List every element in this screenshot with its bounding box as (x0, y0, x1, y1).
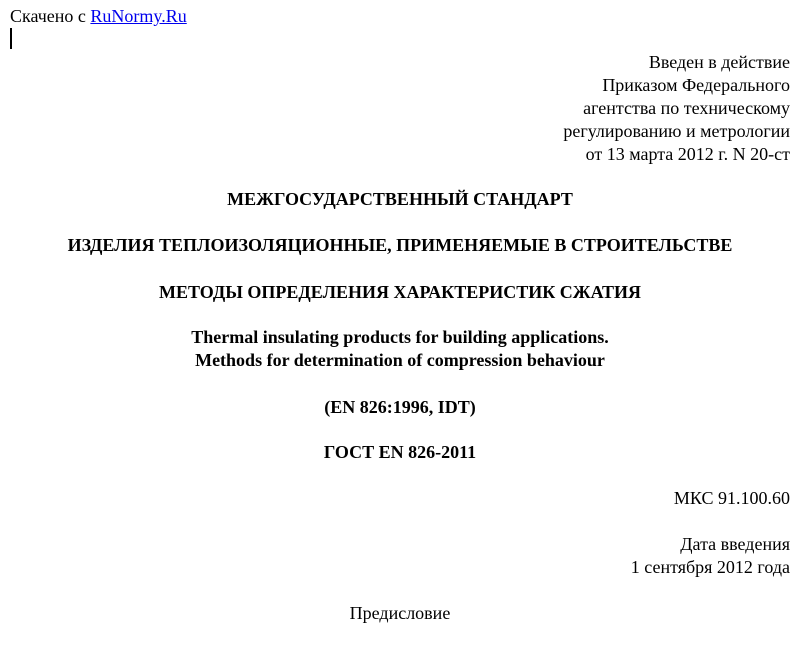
runormy-link[interactable]: RuNormy.Ru (90, 6, 187, 26)
effective-date-label: Дата введения (680, 534, 790, 554)
download-source-prefix: Скачено с (10, 6, 91, 26)
intro-line-3: агентства по техническому (583, 98, 790, 118)
products-heading: ИЗДЕЛИЯ ТЕПЛОИЗОЛЯЦИОННЫЕ, ПРИМЕНЯЕМЫЕ В СТРОИТЕЛЬСТВЕ (67, 235, 733, 255)
foreword-heading: Предисловие (349, 603, 451, 623)
download-source-line (10, 5, 187, 28)
methods-heading: МЕТОДЫ ОПРЕДЕЛЕНИЯ ХАРАКТЕРИСТИК СЖАТИЯ (158, 282, 642, 302)
intro-line-4: регулированию и метрологии (563, 121, 790, 141)
mks-code: МКС 91.100.60 (673, 488, 790, 508)
intro-line-2: Приказом Федерального (602, 75, 790, 95)
gost-designation: ГОСТ EN 826-2011 (323, 442, 477, 462)
english-title-line-1: Thermal insulating products for building applications. (191, 327, 609, 347)
equivalence-designation: (EN 826:1996, IDT) (324, 397, 476, 417)
standard-type-heading: МЕЖГОСУДАРСТВЕННЫЙ СТАНДАРТ (227, 189, 573, 209)
intro-line-5: от 13 марта 2012 г. N 20-ст (585, 144, 790, 164)
intro-line-1: Введен в действие (648, 52, 790, 72)
english-title-line-2: Methods for determination of compression behaviour (195, 350, 605, 370)
text-cursor (10, 28, 12, 49)
effective-date-value: 1 сентября 2012 года (630, 557, 790, 577)
